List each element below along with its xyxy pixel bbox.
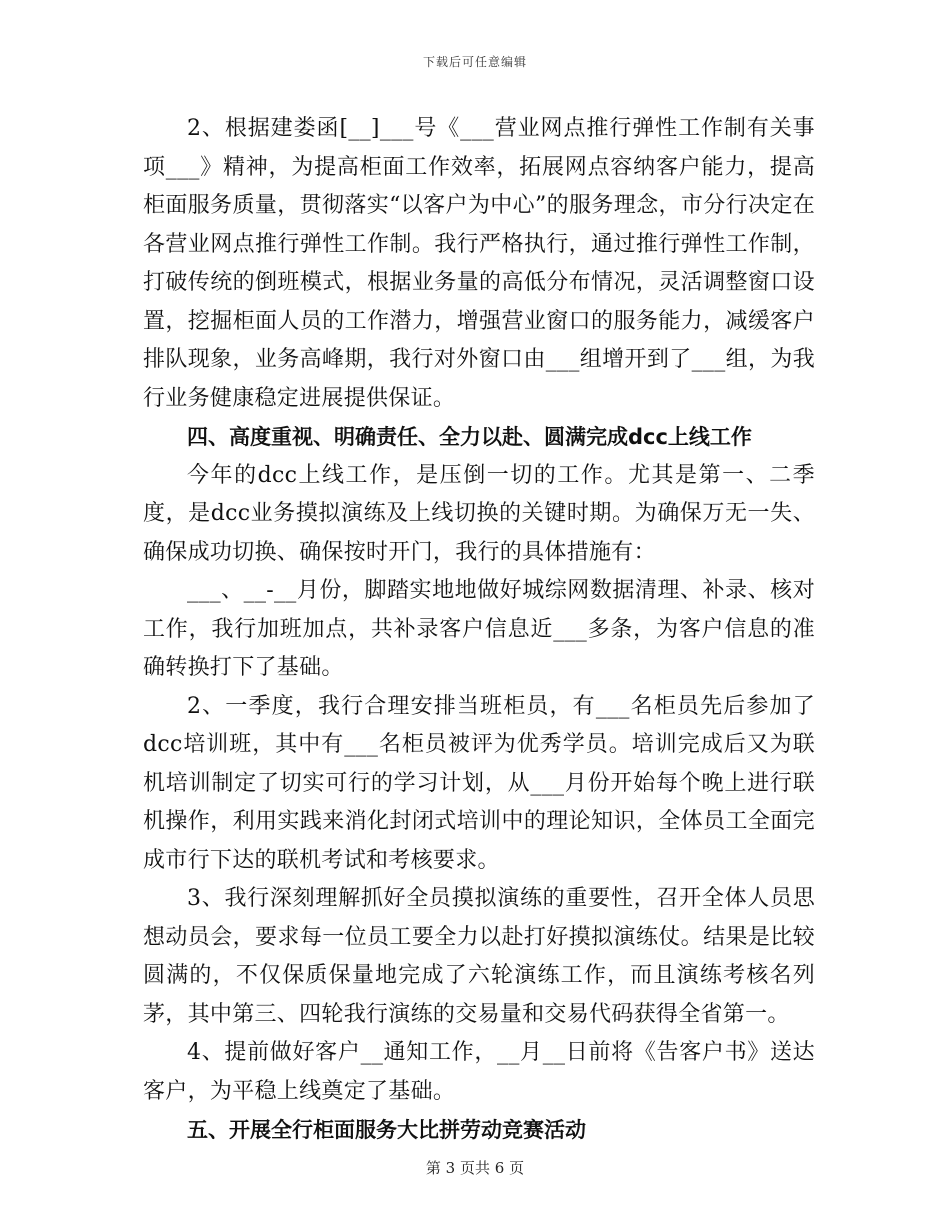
section-heading-5: 五、开展全行柜面服务大比拼劳动竞赛活动 — [187, 1118, 586, 1142]
paragraph-dcc-step-3: 3、我行深刻理解抓好全员摸拟演练的重要性，召开全体人员思想动员会，要求每一位员工要全力以赴打好摸拟演练仗。结果是比较圆满的，不仅保质保量地完成了六轮演练工作，而且演练考核名列茅，其中第三、四轮我行演练的交易量和交易代码获得全省第一。 — [143, 886, 815, 1027]
paragraph-item-2-flexible-hours: 2、根据建娄函[__]___号《___营业网点推行弹性工作制有关事项___》精神，为提高柜面工作效率，拓展网点容纳客户能力，提高柜面服务质量，贯彻落实“以客户为中心”的服务理念，市分行决定在各营业网点推行弹性工作制。我行严格执行，通过推行弹性工作制，打破传统的倒班模式，根据业务量的高低分布情况，灵活调整窗口设置，挖掘柜面人员的工作潜力，增强营业窗口的服务能力，减缓客户排队现象，业务高峰期，我行对外窗口由___组增开到了___组，为我行业务健康稳定进展提供保证。 — [143, 116, 815, 411]
document-body — [143, 110, 815, 1150]
paragraph-dcc-intro: 今年的dcc上线工作，是压倒一切的工作。尤其是第一、二季度，是dcc业务摸拟演练及上线切换的关键时期。为确保万无一失、确保成功切换、确保按时开门，我行的具体措施有： — [143, 462, 815, 565]
paragraph-dcc-step-2: 2、一季度，我行合理安排当班柜员，有___名柜员先后参加了dcc培训班，其中有___名柜员被评为优秀学员。培训完成后又为联机培训制定了切实可行的学习计划，从___月份开始每个晚上进行联机操作，利用实践来消化封闭式培训中的理论知识，全体员工全面完成市行下达的联机考试和考核要求。 — [143, 693, 815, 873]
page-header: 下载后可任意编辑 — [422, 55, 527, 69]
page-number-footer: 第 3 页共 6 页 — [425, 1159, 525, 1177]
paragraph-dcc-step-4: 4、提前做好客户__通知工作，__月__日前将《告客户书》送达客户，为平稳上线奠定了基础。 — [143, 1040, 815, 1104]
section-heading-4: 四、高度重视、明确责任、全力以赴、圆满完成dcc上线工作 — [187, 425, 752, 449]
paragraph-dcc-step-1: ___、__-__月份，脚踏实地地做好城综网数据清理、补录、核对工作，我行加班加点，共补录客户信息近___多条，为客户信息的准确转换打下了基础。 — [143, 578, 815, 680]
